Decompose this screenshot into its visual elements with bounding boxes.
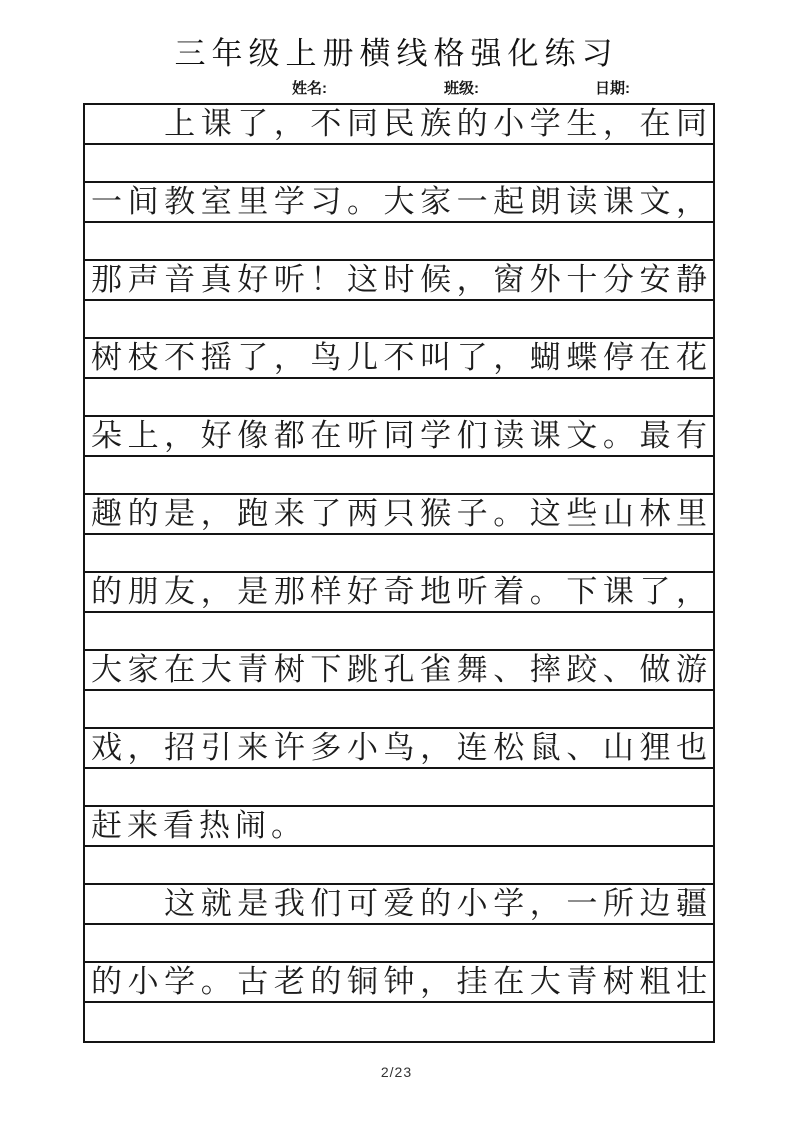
- character: 上: [164, 106, 196, 141]
- character: 们: [310, 886, 342, 921]
- character: 奇: [383, 574, 415, 609]
- character: 那: [91, 262, 122, 297]
- character: 了: [237, 106, 269, 141]
- character: ，: [456, 262, 488, 297]
- character: 边: [639, 886, 671, 921]
- character: 蝶: [566, 340, 598, 375]
- character: 做: [639, 652, 671, 687]
- character: 趣: [91, 496, 122, 531]
- character: 可: [346, 886, 378, 921]
- character: 狸: [639, 730, 671, 765]
- character: 有: [676, 418, 707, 453]
- character: 鸟: [383, 730, 415, 765]
- character: 蝴: [529, 340, 561, 375]
- character: 来: [273, 496, 305, 531]
- character: 一: [456, 184, 488, 219]
- character: 游: [676, 652, 707, 687]
- character: 古: [237, 964, 269, 999]
- character: 室: [200, 184, 232, 219]
- practice-line: [85, 379, 713, 417]
- character: ，: [273, 106, 305, 141]
- character: 间: [127, 184, 159, 219]
- character: 朗: [529, 184, 561, 219]
- text-line: [85, 261, 713, 301]
- character: 不: [310, 106, 342, 141]
- practice-line: [85, 1003, 713, 1041]
- character: 大: [383, 184, 415, 219]
- character: 只: [383, 496, 415, 531]
- character: 真: [200, 262, 232, 297]
- character: 山: [602, 730, 634, 765]
- character: 文: [639, 184, 671, 219]
- character: 猴: [420, 496, 452, 531]
- character: 铜: [346, 964, 378, 999]
- character: 学: [529, 106, 561, 141]
- character: 。: [529, 574, 561, 609]
- character: ，: [676, 184, 707, 219]
- character: 同: [346, 106, 378, 141]
- character: 两: [346, 496, 378, 531]
- character: 花: [676, 340, 707, 375]
- class-label: 班级:: [444, 80, 479, 97]
- character: 跑: [237, 496, 269, 531]
- character: 青: [566, 964, 598, 999]
- text-line: [85, 729, 713, 769]
- character: 、: [493, 652, 525, 687]
- character: 候: [420, 262, 452, 297]
- character: 大: [529, 964, 561, 999]
- character: 家: [420, 184, 452, 219]
- practice-line: [85, 847, 713, 885]
- character: 舞: [456, 652, 488, 687]
- practice-line: [85, 613, 713, 651]
- character: 像: [237, 418, 269, 453]
- character: 一: [91, 184, 122, 219]
- character: 课: [529, 418, 561, 453]
- character: 学: [273, 184, 305, 219]
- character: 在: [493, 964, 525, 999]
- character: ，: [602, 106, 634, 141]
- character: 子: [456, 496, 488, 531]
- character: 们: [456, 418, 488, 453]
- character: 同: [676, 106, 707, 141]
- character: 了: [639, 574, 671, 609]
- character: 孔: [383, 652, 415, 687]
- character: 青: [237, 652, 269, 687]
- student-info-header: [0, 77, 793, 99]
- character: 都: [273, 418, 305, 453]
- character: 停: [602, 340, 634, 375]
- character: 枝: [127, 340, 159, 375]
- practice-line: [85, 535, 713, 573]
- character: 了: [310, 496, 342, 531]
- character: 声: [127, 262, 159, 297]
- character: 树: [602, 964, 634, 999]
- character: 这: [164, 886, 196, 921]
- character: 着: [493, 574, 525, 609]
- character: ！: [310, 262, 342, 297]
- character: 小: [493, 106, 525, 141]
- character: ，: [676, 574, 707, 609]
- character: 许: [273, 730, 305, 765]
- character: 学: [493, 886, 525, 921]
- character: 叫: [420, 340, 452, 375]
- character: 闹: [235, 808, 266, 843]
- character: 时: [383, 262, 415, 297]
- character: 最: [639, 418, 671, 453]
- character: 小: [127, 964, 159, 999]
- character: 听: [273, 262, 305, 297]
- character: 些: [566, 496, 598, 531]
- character: 安: [639, 262, 671, 297]
- character: 不: [383, 340, 415, 375]
- character: 生: [566, 106, 598, 141]
- character: 十: [566, 262, 598, 297]
- text-line: [85, 885, 713, 925]
- character: 友: [164, 574, 196, 609]
- character: 学: [164, 964, 196, 999]
- text-line: [85, 105, 713, 145]
- character: 静: [676, 262, 707, 297]
- character: 了: [237, 340, 269, 375]
- character: 。: [493, 496, 525, 531]
- character: 地: [420, 574, 452, 609]
- text-line: [85, 963, 713, 1003]
- character: 一: [566, 886, 598, 921]
- character: 下: [566, 574, 598, 609]
- practice-line: [85, 769, 713, 807]
- date-label: 日期:: [595, 80, 630, 97]
- character: 疆: [676, 886, 707, 921]
- character: 在: [639, 340, 671, 375]
- character: 的: [456, 106, 488, 141]
- character: 来: [127, 808, 158, 843]
- character: ，: [200, 496, 232, 531]
- character: ，: [200, 574, 232, 609]
- character: 爱: [383, 886, 415, 921]
- character: 在: [310, 418, 342, 453]
- character: 听: [346, 418, 378, 453]
- character: 朵: [91, 418, 122, 453]
- text-line: [85, 417, 713, 457]
- page-number: 2/23: [380, 1064, 413, 1080]
- text-line: [85, 651, 713, 691]
- character: 读: [493, 418, 525, 453]
- character: 民: [383, 106, 415, 141]
- character: 好: [237, 262, 269, 297]
- character: ，: [493, 340, 525, 375]
- character: 。: [346, 184, 378, 219]
- character: 是: [164, 496, 196, 531]
- character: 引: [200, 730, 232, 765]
- practice-line: [85, 301, 713, 339]
- text-line: [85, 807, 713, 847]
- character: 起: [493, 184, 525, 219]
- character: 树: [273, 652, 305, 687]
- character: 好: [200, 418, 232, 453]
- character: 多: [310, 730, 342, 765]
- text-line: [85, 495, 713, 535]
- character: 我: [273, 886, 305, 921]
- character: 跳: [346, 652, 378, 687]
- character: 这: [529, 496, 561, 531]
- character: 音: [164, 262, 196, 297]
- character: 课: [200, 106, 232, 141]
- character: 分: [602, 262, 634, 297]
- character: 的: [91, 964, 122, 999]
- character: 族: [420, 106, 452, 141]
- character: 样: [310, 574, 342, 609]
- character: 是: [237, 886, 269, 921]
- character: 家: [127, 652, 159, 687]
- practice-line: [85, 457, 713, 495]
- practice-line: [85, 145, 713, 183]
- character: 课: [602, 184, 634, 219]
- character: 好: [346, 574, 378, 609]
- character: 林: [639, 496, 671, 531]
- character: 听: [456, 574, 488, 609]
- character: 文: [566, 418, 598, 453]
- character: 的: [420, 886, 452, 921]
- text-line: [85, 339, 713, 379]
- character: 的: [91, 574, 122, 609]
- character: 小: [456, 886, 488, 921]
- character: 所: [602, 886, 634, 921]
- text-line: [85, 573, 713, 613]
- character: 大: [200, 652, 232, 687]
- character: 这: [346, 262, 378, 297]
- character: 下: [310, 652, 342, 687]
- character: 热: [199, 808, 230, 843]
- character: 戏: [91, 730, 122, 765]
- character: 鼠: [529, 730, 561, 765]
- character: 课: [602, 574, 634, 609]
- character: 外: [529, 262, 561, 297]
- character: ，: [164, 418, 196, 453]
- character: ，: [529, 886, 561, 921]
- character: 朋: [127, 574, 159, 609]
- character: 赶: [91, 808, 122, 843]
- character: 的: [127, 496, 159, 531]
- character: 窗: [493, 262, 525, 297]
- character: 小: [346, 730, 378, 765]
- character: 习: [310, 184, 342, 219]
- name-label: 姓名:: [292, 80, 327, 97]
- page-title: 三年级上册横线格强化练习: [174, 36, 619, 71]
- character: 的: [310, 964, 342, 999]
- character: 雀: [420, 652, 452, 687]
- character: 。: [200, 964, 232, 999]
- character: 看: [163, 808, 194, 843]
- character: 摇: [200, 340, 232, 375]
- character: 连: [456, 730, 488, 765]
- character: 那: [273, 574, 305, 609]
- character: 在: [164, 652, 196, 687]
- character: 不: [164, 340, 196, 375]
- character: 老: [273, 964, 305, 999]
- character: 。: [271, 808, 302, 843]
- character: ，: [420, 964, 452, 999]
- character: ，: [127, 730, 159, 765]
- character: 读: [566, 184, 598, 219]
- character: 里: [237, 184, 269, 219]
- character: 树: [91, 340, 122, 375]
- character: 挂: [456, 964, 488, 999]
- character: 钟: [383, 964, 415, 999]
- character: 也: [676, 730, 707, 765]
- character: 是: [237, 574, 269, 609]
- character: 招: [164, 730, 196, 765]
- character: 学: [420, 418, 452, 453]
- practice-line: [85, 223, 713, 261]
- character: 、: [602, 652, 634, 687]
- character: ，: [420, 730, 452, 765]
- character: 教: [164, 184, 196, 219]
- character: 在: [639, 106, 671, 141]
- character: 、: [566, 730, 598, 765]
- character: 大: [91, 652, 122, 687]
- character: 就: [200, 886, 232, 921]
- character: 壮: [676, 964, 707, 999]
- character: 了: [456, 340, 488, 375]
- character: 同: [383, 418, 415, 453]
- character: 摔: [529, 652, 561, 687]
- character: 儿: [346, 340, 378, 375]
- character: 上: [127, 418, 159, 453]
- character: 里: [676, 496, 707, 531]
- character: 跤: [566, 652, 598, 687]
- character: 粗: [639, 964, 671, 999]
- worksheet-grid: [83, 103, 715, 1043]
- practice-line: [85, 925, 713, 963]
- character: 来: [237, 730, 269, 765]
- text-line: [85, 183, 713, 223]
- character: ，: [273, 340, 305, 375]
- character: 松: [493, 730, 525, 765]
- character: 鸟: [310, 340, 342, 375]
- character: 。: [602, 418, 634, 453]
- character: 山: [602, 496, 634, 531]
- practice-line: [85, 691, 713, 729]
